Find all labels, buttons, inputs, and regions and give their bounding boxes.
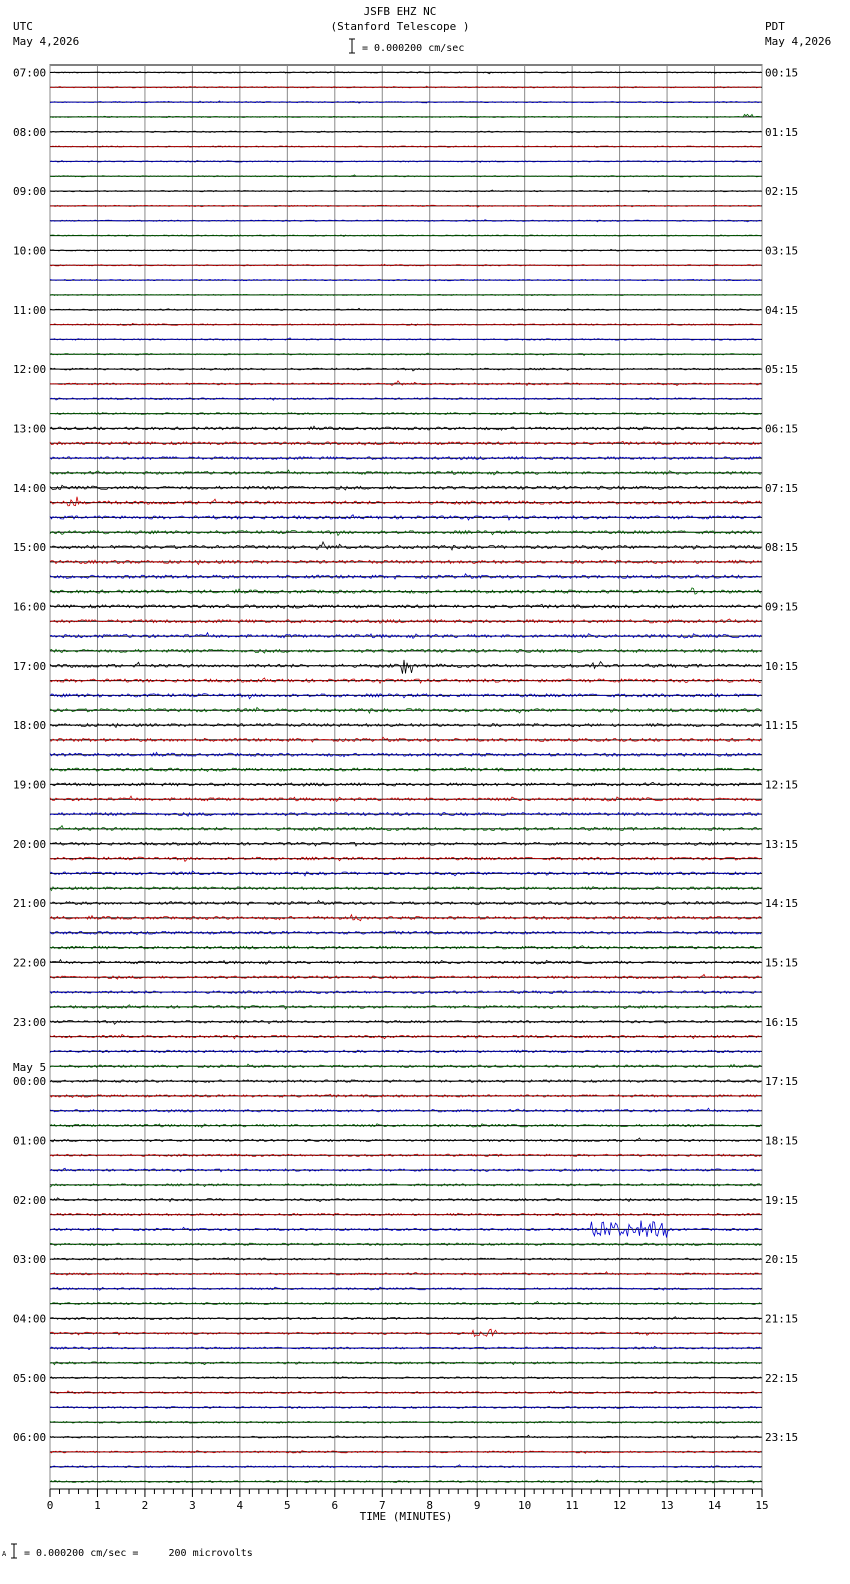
- seismic-trace: [50, 826, 761, 831]
- utc-hour-label: 10:00: [13, 244, 47, 258]
- utc-hour-label: 18:00: [13, 719, 47, 733]
- utc-hour-label: 22:00: [13, 956, 47, 970]
- pdt-hour-label: 14:15: [765, 897, 799, 911]
- utc-hour-label: 23:00: [13, 1015, 47, 1029]
- pdt-hour-label: 16:15: [765, 1015, 799, 1029]
- seismic-trace: [50, 190, 761, 192]
- pdt-hour-label: 15:15: [765, 956, 799, 970]
- utc-hour-label: 16:00: [13, 600, 47, 614]
- x-tick-label: 12: [612, 1499, 627, 1512]
- seismic-trace: [50, 1391, 761, 1394]
- seismic-trace: [50, 633, 761, 639]
- x-tick-label: 4: [236, 1499, 244, 1512]
- seismic-trace: [50, 1465, 761, 1468]
- x-tick-label: 6: [331, 1499, 339, 1512]
- seismic-trace: [50, 531, 761, 536]
- pdt-hour-label: 19:15: [765, 1193, 799, 1207]
- pdt-hour-label: 02:15: [765, 185, 799, 199]
- footer-scale-bar-icon: [10, 1543, 18, 1559]
- pdt-hour-label: 13:15: [765, 837, 799, 851]
- seismic-trace: [50, 588, 761, 594]
- seismic-trace: [50, 381, 761, 386]
- pdt-hour-label: 20:15: [765, 1253, 799, 1267]
- footer-scale-text: = 0.000200 cm/sec = 200 microvolts: [24, 1548, 253, 1559]
- pdt-hour-label: 00:15: [765, 66, 799, 80]
- utc-label: UTC: [13, 20, 33, 33]
- seismic-trace: [50, 1301, 761, 1304]
- utc-hour-label: 07:00: [13, 66, 47, 80]
- x-tick-label: 0: [46, 1499, 54, 1512]
- pdt-hour-label: 05:15: [765, 363, 799, 377]
- pdt-hour-label: 11:15: [765, 719, 799, 733]
- utc-hour-label: 02:00: [13, 1193, 47, 1207]
- seismic-trace: [50, 694, 761, 699]
- seismic-trace: [50, 1108, 761, 1112]
- x-tick-label: 5: [284, 1499, 291, 1512]
- utc-hour-label: 04:00: [13, 1312, 47, 1326]
- pdt-hour-label: 08:15: [765, 541, 799, 555]
- utc-hour-label: 19:00: [13, 778, 47, 792]
- x-tick-label: 1: [94, 1499, 101, 1512]
- pdt-hour-label: 18:15: [765, 1134, 799, 1148]
- x-tick-label: 13: [660, 1499, 674, 1512]
- pdt-hour-label: 06:15: [765, 422, 799, 436]
- x-tick-label: 11: [565, 1499, 579, 1512]
- plot-frame: [50, 65, 762, 1489]
- pdt-hour-label: 03:15: [765, 244, 799, 258]
- seismic-trace: [50, 1035, 761, 1039]
- date-change-label: May 5: [13, 1061, 47, 1075]
- pdt-hour-label: 09:15: [765, 600, 799, 614]
- utc-hour-label: 15:00: [13, 541, 47, 555]
- pdt-hour-label: 23:15: [765, 1431, 799, 1445]
- pdt-hour-label: 17:15: [765, 1075, 799, 1089]
- pdt-hour-label: 07:15: [765, 481, 799, 495]
- telescope-subtitle: (Stanford Telescope ): [330, 20, 470, 33]
- utc-hour-label: 03:00: [13, 1253, 47, 1267]
- utc-hour-label: 09:00: [13, 185, 47, 199]
- utc-hour-label: 06:00: [13, 1431, 47, 1445]
- x-tick-label: 9: [473, 1499, 481, 1512]
- seismic-trace: [50, 235, 761, 237]
- pdt-hour-label: 22:15: [765, 1371, 799, 1385]
- utc-hour-label: 00:00: [13, 1075, 47, 1089]
- pdt-hour-label: 21:15: [765, 1312, 799, 1326]
- seismic-trace: [50, 1021, 761, 1025]
- utc-date: May 4,2026: [13, 35, 80, 48]
- utc-hour-label: 08:00: [13, 125, 47, 139]
- footer-prefix: A: [2, 1550, 7, 1558]
- utc-hour-label: 21:00: [13, 897, 47, 911]
- utc-hour-label: 12:00: [13, 363, 47, 377]
- utc-hour-label: 11:00: [13, 303, 47, 317]
- utc-hour-label: 17:00: [13, 659, 47, 673]
- seismic-trace: [50, 660, 761, 674]
- utc-hour-label: 14:00: [13, 481, 47, 495]
- seismic-trace: [50, 857, 761, 861]
- pdt-hour-label: 04:15: [765, 303, 799, 317]
- utc-hour-label: 20:00: [13, 837, 47, 851]
- utc-hour-label: 13:00: [13, 422, 47, 436]
- x-tick-label: 10: [518, 1499, 532, 1512]
- station-title: JSFB EHZ NC: [363, 5, 437, 18]
- seismic-trace: [50, 324, 761, 326]
- x-tick-label: 2: [141, 1499, 149, 1512]
- seismic-trace: [50, 542, 761, 550]
- utc-hour-label: 05:00: [13, 1371, 47, 1385]
- x-tick-label: 14: [707, 1499, 722, 1512]
- pdt-hour-label: 12:15: [765, 778, 799, 792]
- utc-hour-label: 01:00: [13, 1134, 47, 1148]
- x-axis-label: TIME (MINUTES): [359, 1510, 453, 1523]
- x-tick-label: 15: [755, 1499, 769, 1512]
- pdt-date: May 4,2026: [765, 35, 832, 48]
- x-tick-label: 3: [189, 1499, 196, 1512]
- seismic-trace: [50, 308, 761, 310]
- pdt-hour-label: 01:15: [765, 125, 799, 139]
- seismic-trace: [50, 1184, 761, 1187]
- seismic-trace: [50, 497, 761, 506]
- x-tick-label: 8: [426, 1499, 434, 1512]
- x-tick-label: 7: [378, 1499, 386, 1512]
- pdt-label: PDT: [765, 20, 785, 33]
- scale-text: = 0.000200 cm/sec: [362, 43, 465, 54]
- pdt-hour-label: 10:15: [765, 659, 799, 673]
